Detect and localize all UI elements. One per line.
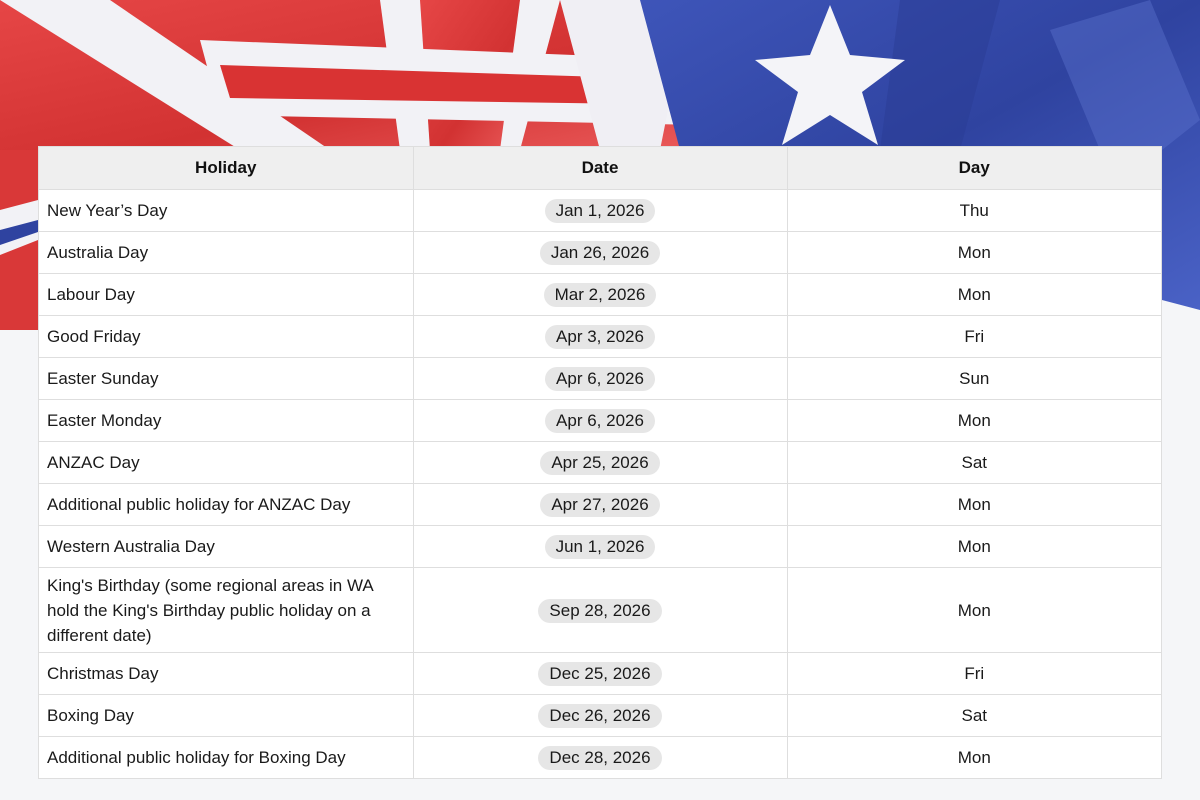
day-cell: Sat: [787, 442, 1161, 484]
day-cell: Thu: [787, 190, 1161, 232]
day-cell: Mon: [787, 484, 1161, 526]
holiday-name: Christmas Day: [39, 653, 413, 695]
day-cell: Mon: [787, 274, 1161, 316]
date-cell: [413, 695, 787, 737]
holiday-name: Labour Day: [39, 274, 413, 316]
date-cell: [413, 484, 787, 526]
holiday-name: Easter Sunday: [39, 358, 413, 400]
day-cell: Fri: [787, 316, 1161, 358]
date-pill: Jan 1, 2026: [545, 199, 656, 223]
day-cell: Mon: [787, 232, 1161, 274]
table-row: [39, 568, 1161, 653]
day-cell: Mon: [957, 748, 991, 767]
date-cell: [413, 400, 787, 442]
day-cell: Mon: [787, 568, 1161, 653]
date-pill: Jun 1, 2026: [545, 535, 656, 559]
table-row: [39, 442, 1161, 484]
column-header-holiday: Holiday: [39, 147, 413, 190]
holiday-name: Easter Monday: [39, 400, 413, 442]
table-row: [39, 190, 1161, 232]
date-pill: Apr 6, 2026: [545, 409, 655, 433]
table-row: [39, 526, 1161, 568]
holiday-table: [39, 147, 1161, 778]
date-cell: [413, 358, 787, 400]
table-row: [39, 358, 1161, 400]
table-header-row: [39, 147, 1161, 190]
date-cell: [413, 737, 787, 779]
date-pill: Sep 28, 2026: [538, 599, 661, 623]
date-cell: [413, 190, 787, 232]
date-cell: [413, 232, 787, 274]
date-cell: [413, 526, 787, 568]
holiday-name: King's Birthday (some regional areas in WA hold the King's Birthday public holiday on a different date): [39, 568, 413, 653]
date-pill: Dec 28, 2026: [538, 746, 661, 770]
holiday-table-card: [38, 146, 1162, 779]
date-cell: [413, 568, 787, 653]
holiday-name: Australia Day: [39, 232, 413, 274]
date-pill: Dec 26, 2026: [538, 704, 661, 728]
holiday-name: Additional public holiday for Boxing Day: [39, 737, 413, 779]
date-cell: [413, 442, 787, 484]
holiday-name: Western Australia Day: [39, 526, 413, 568]
date-pill: Apr 6, 2026: [545, 367, 655, 391]
holiday-name: ANZAC Day: [39, 442, 413, 484]
table-row: [39, 400, 1161, 442]
date-pill: Mar 2, 2026: [544, 283, 657, 307]
table-row: [39, 695, 1161, 737]
column-header-day: Day: [787, 147, 1161, 190]
day-cell: Fri: [787, 653, 1161, 695]
date-cell: [413, 274, 787, 316]
date-pill: Dec 25, 2026: [538, 662, 661, 686]
date-pill: Jan 26, 2026: [540, 241, 660, 265]
table-row: [39, 316, 1161, 358]
date-pill: Apr 25, 2026: [540, 451, 659, 475]
date-cell: [413, 653, 787, 695]
table-row: [39, 274, 1161, 316]
table-row: [39, 653, 1161, 695]
date-cell: [413, 316, 787, 358]
day-cell: Mon: [787, 400, 1161, 442]
table-row: [39, 737, 1161, 779]
column-header-date: Date: [413, 147, 787, 190]
holiday-name: Additional public holiday for ANZAC Day: [39, 484, 413, 526]
holiday-name: Good Friday: [39, 316, 413, 358]
date-pill: Apr 27, 2026: [540, 493, 659, 517]
day-cell: Sun: [787, 358, 1161, 400]
day-cell: Sat: [787, 695, 1161, 737]
day-cell: Mon: [787, 526, 1161, 568]
holiday-name: New Year’s Day: [39, 190, 413, 232]
date-pill: Apr 3, 2026: [545, 325, 655, 349]
table-row: [39, 232, 1161, 274]
table-row: [39, 484, 1161, 526]
holiday-name: Boxing Day: [39, 695, 413, 737]
